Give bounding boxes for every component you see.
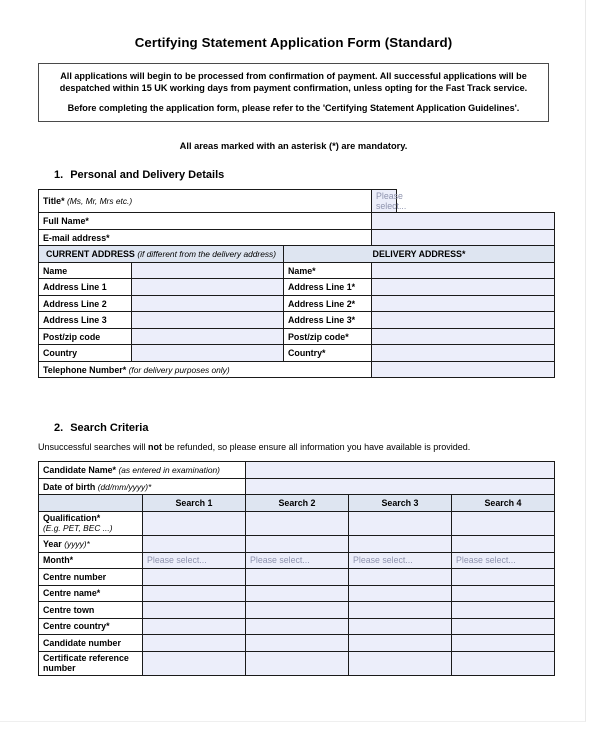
table-row bbox=[39, 312, 555, 329]
candidate-number-search-4-input[interactable] bbox=[452, 635, 555, 652]
centre-country-search-1-input[interactable] bbox=[143, 618, 246, 635]
delivery-address-line-2-label: Address Line 2* bbox=[284, 295, 372, 312]
title-select[interactable] bbox=[372, 190, 407, 213]
centre-name-label: Centre name* bbox=[39, 585, 143, 602]
centre-name-search-1-input[interactable] bbox=[143, 585, 246, 602]
telephone-label: Telephone Number* bbox=[43, 364, 127, 375]
delivery-name-input[interactable] bbox=[372, 262, 555, 279]
centre-town-search-1-input[interactable] bbox=[143, 602, 246, 619]
personal-delivery-table bbox=[38, 189, 555, 378]
qualification-search-1-input[interactable] bbox=[143, 511, 246, 535]
centre-country-search-2-input[interactable] bbox=[246, 618, 349, 635]
delivery-country-label: Country* bbox=[284, 345, 372, 362]
search-header-1: Search 1 bbox=[143, 495, 246, 512]
table-row-full-name bbox=[39, 213, 555, 230]
table-row bbox=[39, 295, 555, 312]
table-row bbox=[39, 262, 555, 279]
telephone-input[interactable] bbox=[372, 361, 555, 378]
table-row-email bbox=[39, 229, 555, 246]
certificate-reference-search-1-input[interactable] bbox=[143, 651, 246, 675]
title-row-spacer bbox=[397, 190, 555, 213]
year-search-2-input[interactable] bbox=[246, 536, 349, 553]
current-postcode-label: Post/zip code bbox=[39, 328, 132, 345]
search-header-3: Search 3 bbox=[349, 495, 452, 512]
notice-paragraph-1: All applications will begin to be processed from confirmation of payment. All successful applications will be despatched within 15 UK working days from payment confirmation, unless opting for the Fast Track service. bbox=[59, 70, 528, 94]
centre-town-search-3-input[interactable] bbox=[349, 602, 452, 619]
certificate-reference-search-4-input[interactable] bbox=[452, 651, 555, 675]
candidate-number-search-2-input[interactable] bbox=[246, 635, 349, 652]
month-search-4-placeholder: Please select... bbox=[456, 555, 516, 566]
current-name-label: Name bbox=[39, 262, 132, 279]
centre-number-search-2-input[interactable] bbox=[246, 569, 349, 586]
form-content bbox=[25, 26, 562, 676]
search-header-blank bbox=[39, 495, 143, 512]
section2-note-before: Unsuccessful searches will bbox=[38, 442, 149, 453]
current-address-line-3-label: Address Line 3 bbox=[39, 312, 132, 329]
centre-town-label: Centre town bbox=[39, 602, 143, 619]
centre-country-search-4-input[interactable] bbox=[452, 618, 555, 635]
candidate-number-search-1-input[interactable] bbox=[143, 635, 246, 652]
candidate-name-label: Candidate Name* bbox=[43, 465, 116, 476]
month-search-3-select[interactable] bbox=[349, 552, 452, 569]
section2-title: Search Criteria bbox=[70, 422, 149, 435]
delivery-address-line-2-input[interactable] bbox=[372, 295, 555, 312]
table-row bbox=[39, 279, 555, 296]
notice-paragraph-2: Before completing the application form, please refer to the 'Certifying Statement Application Guidelines'. bbox=[67, 102, 520, 113]
title-label-cell bbox=[39, 190, 372, 213]
title-select-placeholder: Please select... bbox=[376, 191, 407, 212]
current-country-input[interactable] bbox=[132, 345, 284, 362]
section2-note-after: be refunded, so please ensure all information you have available is provided. bbox=[162, 442, 471, 453]
month-search-4-select[interactable] bbox=[452, 552, 555, 569]
certificate-reference-search-3-input[interactable] bbox=[349, 651, 452, 675]
section2-note-bold: not bbox=[148, 442, 163, 453]
section1-number: 1. bbox=[54, 169, 64, 182]
current-address-line-1-input[interactable] bbox=[132, 279, 284, 296]
centre-country-search-3-input[interactable] bbox=[349, 618, 452, 635]
notice-box bbox=[38, 63, 549, 122]
table-row bbox=[39, 345, 555, 362]
centre-town-search-2-input[interactable] bbox=[246, 602, 349, 619]
year-label-cell bbox=[39, 536, 143, 553]
current-address-header-hint: (if different from the delivery address) bbox=[137, 248, 277, 259]
email-label: E-mail address* bbox=[39, 229, 372, 246]
delivery-address-line-3-input[interactable] bbox=[372, 312, 555, 329]
table-row-search-headers bbox=[39, 495, 555, 512]
centre-name-search-2-input[interactable] bbox=[246, 585, 349, 602]
date-of-birth-hint: (dd/mm/yyyy)* bbox=[97, 481, 152, 492]
candidate-name-label-cell bbox=[39, 462, 246, 479]
table-row-date-of-birth bbox=[39, 478, 555, 495]
qualification-search-4-input[interactable] bbox=[452, 511, 555, 535]
current-address-line-3-input[interactable] bbox=[132, 312, 284, 329]
centre-country-label: Centre country* bbox=[39, 618, 143, 635]
mandatory-note: All areas marked with an asterisk (*) are mandatory. bbox=[179, 141, 408, 152]
month-search-1-select[interactable] bbox=[143, 552, 246, 569]
table-row-centre-country bbox=[39, 618, 555, 635]
table-row-title bbox=[39, 190, 555, 213]
table-row bbox=[39, 328, 555, 345]
candidate-name-hint: (as entered in examination) bbox=[118, 465, 220, 476]
current-address-line-1-label: Address Line 1 bbox=[39, 279, 132, 296]
month-search-3-placeholder: Please select... bbox=[353, 555, 413, 566]
full-name-input[interactable] bbox=[372, 213, 555, 230]
search-criteria-table bbox=[38, 461, 555, 675]
table-row-month bbox=[39, 552, 555, 569]
current-address-header-text: CURRENT ADDRESS bbox=[45, 248, 135, 259]
month-search-2-select[interactable] bbox=[246, 552, 349, 569]
table-row-candidate-name bbox=[39, 462, 555, 479]
centre-number-search-1-input[interactable] bbox=[143, 569, 246, 586]
delivery-address-header: DELIVERY ADDRESS* bbox=[284, 246, 555, 263]
table-row-candidate-number bbox=[39, 635, 555, 652]
centre-number-search-3-input[interactable] bbox=[349, 569, 452, 586]
delivery-address-line-1-input[interactable] bbox=[372, 279, 555, 296]
table-row-centre-name bbox=[39, 585, 555, 602]
section1-heading bbox=[25, 169, 562, 181]
section1-title: Personal and Delivery Details bbox=[70, 169, 225, 182]
certificate-reference-number-label: Certificate reference number bbox=[39, 651, 143, 675]
search-header-2: Search 2 bbox=[246, 495, 349, 512]
telephone-hint: (for delivery purposes only) bbox=[128, 364, 230, 375]
qualification-search-2-input[interactable] bbox=[246, 511, 349, 535]
current-address-line-2-input[interactable] bbox=[132, 295, 284, 312]
current-country-label: Country bbox=[39, 345, 132, 362]
table-row-centre-number bbox=[39, 569, 555, 586]
delivery-address-line-3-label: Address Line 3* bbox=[284, 312, 372, 329]
candidate-name-input[interactable] bbox=[246, 462, 555, 479]
centre-name-search-3-input[interactable] bbox=[349, 585, 452, 602]
table-row-telephone bbox=[39, 361, 555, 378]
full-name-label: Full Name* bbox=[39, 213, 372, 230]
centre-town-search-4-input[interactable] bbox=[452, 602, 555, 619]
table-row-certificate-reference-number bbox=[39, 651, 555, 675]
search-header-4: Search 4 bbox=[452, 495, 555, 512]
delivery-address-line-1-label: Address Line 1* bbox=[284, 279, 372, 296]
month-label: Month* bbox=[39, 552, 143, 569]
qualification-label-cell bbox=[39, 511, 143, 535]
section2-note bbox=[25, 442, 562, 452]
table-row-centre-town bbox=[39, 602, 555, 619]
delivery-postcode-input[interactable] bbox=[372, 328, 555, 345]
candidate-number-search-3-input[interactable] bbox=[349, 635, 452, 652]
table-row-qualification bbox=[39, 511, 555, 535]
centre-number-search-4-input[interactable] bbox=[452, 569, 555, 586]
email-input[interactable] bbox=[372, 229, 555, 246]
year-label: Year bbox=[43, 538, 62, 549]
section-search-criteria bbox=[25, 422, 562, 675]
section2-number: 2. bbox=[54, 422, 64, 435]
table-row-address-headers bbox=[39, 246, 555, 263]
centre-name-search-4-input[interactable] bbox=[452, 585, 555, 602]
date-of-birth-input[interactable] bbox=[246, 478, 555, 495]
page-title: Certifying Statement Application Form (Standard) bbox=[134, 35, 453, 50]
title-label: Title* bbox=[43, 196, 65, 207]
section2-heading bbox=[25, 422, 562, 434]
delivery-name-label: Name* bbox=[284, 262, 372, 279]
qualification-label: Qualification* bbox=[43, 512, 101, 523]
month-search-2-placeholder: Please select... bbox=[250, 555, 310, 566]
certificate-reference-search-2-input[interactable] bbox=[246, 651, 349, 675]
centre-number-label: Centre number bbox=[39, 569, 143, 586]
year-search-1-input[interactable] bbox=[143, 536, 246, 553]
current-postcode-input[interactable] bbox=[132, 328, 284, 345]
year-search-4-input[interactable] bbox=[452, 536, 555, 553]
current-address-line-2-label: Address Line 2 bbox=[39, 295, 132, 312]
year-hint: (yyyy)* bbox=[64, 538, 90, 549]
qualification-search-3-input[interactable] bbox=[349, 511, 452, 535]
current-name-input[interactable] bbox=[132, 262, 284, 279]
candidate-number-label: Candidate number bbox=[39, 635, 143, 652]
section-personal-delivery bbox=[25, 169, 562, 378]
year-search-3-input[interactable] bbox=[349, 536, 452, 553]
table-row-year bbox=[39, 536, 555, 553]
telephone-label-cell bbox=[39, 361, 372, 378]
month-search-1-placeholder: Please select... bbox=[147, 555, 207, 566]
delivery-postcode-label: Post/zip code* bbox=[284, 328, 372, 345]
date-of-birth-label-cell bbox=[39, 478, 246, 495]
title-hint: (Ms, Mr, Mrs etc.) bbox=[67, 196, 133, 207]
qualification-hint: (E.g. PET, BEC ...) bbox=[43, 523, 113, 534]
date-of-birth-label: Date of birth bbox=[43, 481, 96, 492]
current-address-header bbox=[39, 246, 284, 263]
delivery-country-input[interactable] bbox=[372, 345, 555, 362]
